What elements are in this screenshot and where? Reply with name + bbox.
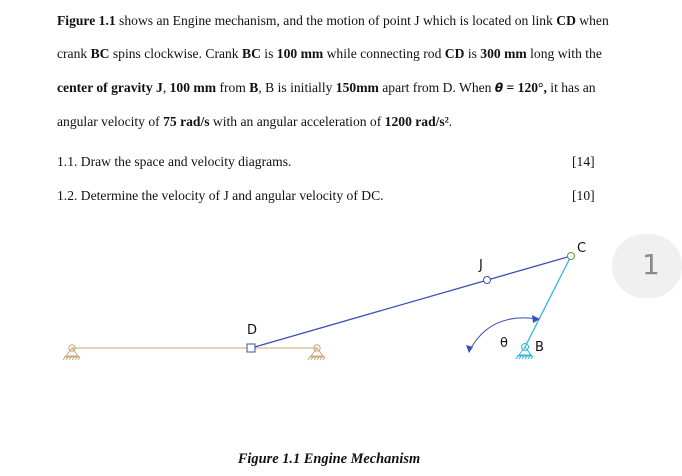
- problem-statement: [57, 4, 609, 138]
- bold-span: B: [249, 79, 259, 95]
- text-span: shows an Engine mechanism, and the motion of point J which is located on link: [115, 13, 557, 28]
- question-1-1: 1.1. Draw the space and velocity diagrams.: [57, 154, 292, 169]
- right-ground-support: [308, 345, 325, 360]
- bold-span: CD: [556, 13, 576, 28]
- bold-span: 300 mm: [480, 46, 527, 62]
- point-j: [484, 277, 491, 284]
- bold-span: 100 mm: [169, 79, 217, 95]
- text-span: long with the: [526, 46, 602, 62]
- bold-span: CD: [444, 46, 465, 62]
- connecting-rod-cd: [251, 256, 571, 348]
- question-1-1-marks: [14]: [572, 154, 595, 169]
- label-j: J: [479, 258, 483, 273]
- ground-support-b: [516, 344, 533, 360]
- label-c: C: [577, 241, 587, 256]
- bold-span: BC: [90, 46, 110, 62]
- text-span: spins clockwise. Crank: [109, 46, 243, 62]
- theta-arrow-head: [532, 315, 540, 323]
- text-span: from: [216, 79, 250, 95]
- label-theta: θ: [500, 336, 508, 351]
- text-span: , B is initially: [258, 79, 336, 95]
- slider-d: [247, 344, 255, 352]
- bold-span: 1200 rad/s²: [384, 113, 449, 129]
- fig-ref: Figure 1.1: [57, 13, 116, 28]
- crank-bc: [525, 256, 571, 347]
- text-span: with an angular acceleration of: [209, 113, 385, 129]
- text-span: ,: [162, 79, 170, 95]
- bold-span: BC: [242, 46, 261, 62]
- text-span: is: [260, 46, 277, 62]
- label-d: D: [247, 323, 258, 338]
- text-span: when crank: [57, 13, 609, 62]
- mechanism-diagram: [0, 220, 658, 370]
- text-span: apart from D. When: [378, 79, 495, 95]
- theta-symbol: θ: [494, 80, 504, 95]
- bold-span: center of gravity J: [57, 79, 163, 95]
- text-span: while connecting rod: [323, 46, 445, 62]
- text-span: is: [464, 46, 481, 62]
- bold-span: = 120°,: [503, 79, 547, 95]
- text-span: .: [448, 113, 453, 129]
- bold-span: 75 rad/s: [163, 113, 210, 129]
- left-ground-support: [63, 345, 80, 360]
- page-number: 1: [642, 248, 660, 281]
- joint-c: [568, 253, 575, 260]
- question-1-2: 1.2. Determine the velocity of J and angular velocity of DC.: [57, 188, 384, 203]
- bold-span: 150mm: [335, 79, 379, 95]
- text-span: it has an angular velocity of: [57, 79, 596, 129]
- label-b: B: [535, 340, 544, 355]
- bold-span: 100 mm: [276, 46, 324, 62]
- figure-caption: Figure 1.1 Engine Mechanism: [237, 451, 421, 467]
- question-1-2-marks: [10]: [572, 188, 595, 203]
